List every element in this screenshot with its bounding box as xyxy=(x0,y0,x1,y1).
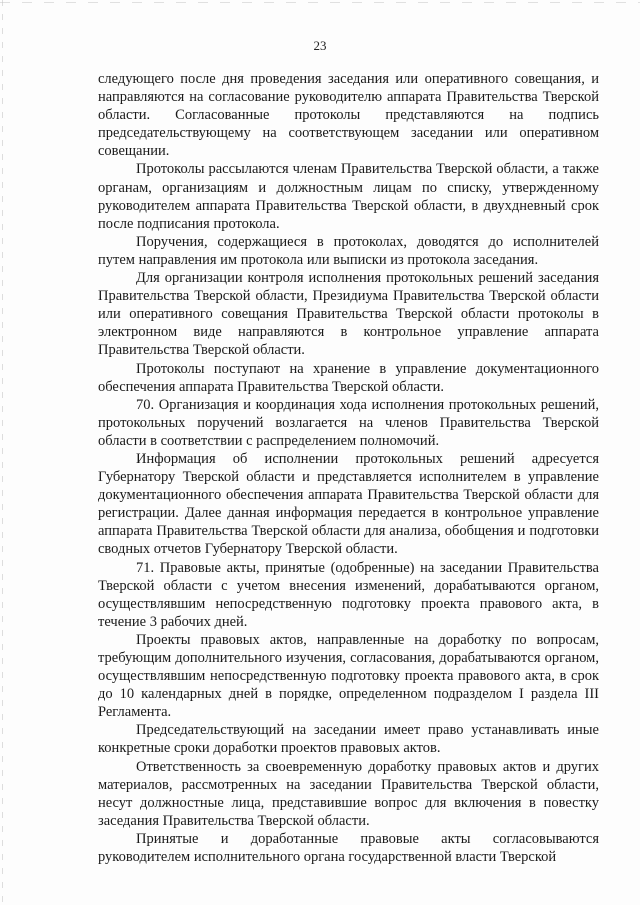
scan-edge-top xyxy=(0,2,640,3)
scan-edge-left xyxy=(2,0,3,905)
page-number: 23 xyxy=(313,38,327,53)
paragraph: Для организации контроля исполнения протокольных решений заседания Правительства Тверской области, Президиума Правительства Тверской области или оперативного совещания Правительства Тверской области протоколы в электронном виде направляются в контрольное управление аппарата Правительства Тверской области. xyxy=(98,270,599,359)
paragraph: Протоколы рассылаются членам Правительства Тверской области, а также органам, организациям и должностным лицам по списку, утвержденному руководителем аппарата Правительства Тверской области, в двухдневный срок после подписания протокола. xyxy=(98,161,599,232)
document-body xyxy=(98,70,599,866)
paragraph: следующего после дня проведения заседания или оперативного совещания, и направляются на согласование руководителю аппарата Правительства Тверской области. Согласованные протоколы представляются на подпись председательствующему на соответствующем заседании или оперативном совещании. xyxy=(98,71,599,160)
paragraph-item-71: 71. Правовые акты, принятые (одобренные) на заседании Правительства Тверской области с учетом внесения изменений, дорабатываются органом, осуществлявшим непосредственную подготовку проекта правового акта, в течение 3 рабочих дней. xyxy=(98,559,599,630)
paragraph: Информация об исполнении протокольных решений адресуется Губернатору Тверской области и представляется исполнителем в управление документационного обеспечения аппарата Правительства Тверской области для регистрации. Далее данная информация передается в контрольное управление аппарата Правительства Тверской области для анализа, обобщения и подготовки сводных отчетов Губернатору Тверской области. xyxy=(98,450,599,558)
paragraph-item-70: 70. Организация и координация хода исполнения протокольных решений, протокольных поручений возлагается на членов Правительства Тверской области в соответствии с распределением полномочий. xyxy=(98,396,599,449)
paragraph: Поручения, содержащиеся в протоколах, доводятся до исполнителей путем направления им протокола или выписки из протокола заседания. xyxy=(98,233,599,268)
paragraph: Ответственность за своевременную доработку правовых актов и других материалов, рассмотренных на заседании Правительства Тверской области, несут должностные лица, представившие вопрос для включения в повестку заседания Правительства Тверской области. xyxy=(98,758,599,829)
paragraph: Принятые и доработанные правовые акты согласовываются руководителем исполнительного органа государственной власти Тверской xyxy=(98,830,599,866)
paragraph: Проекты правовых актов, направленные на доработку по вопросам, требующим дополнительного изучения, согласования, дорабатываются органом, осуществлявшим непосредственную подготовку проекта правового акта, в срок до 10 календарных дней в порядке, определенном подразделом I раздела III Регламента. xyxy=(98,631,599,721)
paragraph: Председательствующий на заседании имеет право устанавливать иные конкретные сроки доработки проектов правовых актов. xyxy=(98,722,599,757)
paragraph: Протоколы поступают на хранение в управление документационного обеспечения аппарата Правительства Тверской области. xyxy=(98,360,599,395)
